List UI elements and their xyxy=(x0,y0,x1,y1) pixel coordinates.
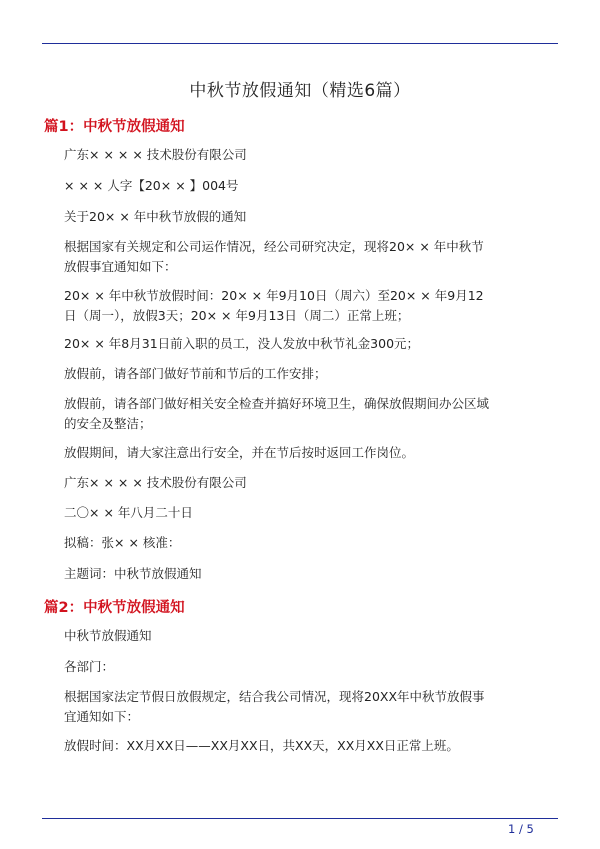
document-title: 中秋节放假通知（精选6篇） xyxy=(189,81,411,101)
header-rule xyxy=(42,43,558,44)
s2-paragraph-time: 放假时间：XX月XX日——XX月XX日，共XX天，XX月XX日正常上班。 xyxy=(64,738,459,753)
section-1-heading: 篇1：中秋节放假通知 xyxy=(44,119,185,135)
s1-paragraph-bonus: 20× × 年8月31日前入职的员工，没人发放中秋节礼金300元； xyxy=(64,336,420,351)
s1-paragraph-arrangement: 放假前，请各部门做好节前和节后的工作安排； xyxy=(64,366,327,381)
page-number: 1 / 5 xyxy=(508,822,534,836)
s1-paragraph-travel: 放假期间，请大家注意出行安全，并在节后按时返回工作岗位。 xyxy=(64,445,415,460)
s1-notice-subject: 关于20× × 年中秋节放假的通知 xyxy=(64,209,247,224)
s2-paragraph-intro: 根据国家法定节假日放假规定，结合我公司情况，现将20XX年中秋节放假事宜通知如下： xyxy=(64,689,485,724)
s1-drafter-approver: 拟稿：张× × 核准： xyxy=(64,535,181,550)
s1-subject-keywords: 主题词：中秋节放假通知 xyxy=(64,566,202,581)
s1-paragraph-schedule: 20× × 年中秋节放假时间：20× × 年9月10日（周六）至20× × 年9月12日（周一），放假3天；20× × 年9月13日（周二）正常上班； xyxy=(64,288,484,323)
s1-company-name: 广东× × × × 技术股份有限公司 xyxy=(64,147,247,162)
s1-paragraph-intro: 根据国家有关规定和公司运作情况，经公司研究决定，现将20× × 年中秋节放假事宜通知如下： xyxy=(64,239,484,274)
s1-document-number: × × × 人字【20× × 】004号 xyxy=(64,178,239,193)
s1-paragraph-safety: 放假前，请各部门做好相关安全检查并搞好环境卫生，确保放假期间办公区域的安全及整洁； xyxy=(64,396,490,431)
s2-recipient: 各部门： xyxy=(64,659,115,674)
section-2-heading: 篇2：中秋节放假通知 xyxy=(44,600,185,616)
s1-signature-date: 二〇× × 年八月二十日 xyxy=(64,505,193,520)
s2-notice-title: 中秋节放假通知 xyxy=(64,628,152,643)
s1-signature-company: 广东× × × × 技术股份有限公司 xyxy=(64,475,247,490)
footer-rule xyxy=(42,818,558,819)
